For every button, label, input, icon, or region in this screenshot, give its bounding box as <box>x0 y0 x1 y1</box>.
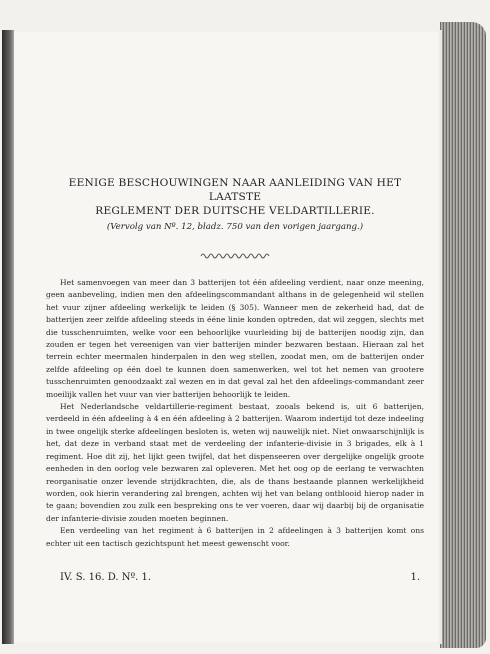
paragraph-1: Het samenvoegen van meer dan 3 batterijen tot één afdeeling verdient, naar onze meening, geen aanbeveling, indien men den afdeelingscommandant althans in de gelegenheid wil stellen het vuur zijner afdeeling werkelijk te leiden (§ 305). Wanneer men de zekerheid had, dat de batterijen zeer zelfde afdeeling steeds in ééne linie konden optreden, dat wil zeggen, slechts met die tusschenruimten, welke voor een behoorlijke vuurleiding bij de batterijen noodig zijn, dan zouden er tegen het vereenigen van vier batterijen minder bezwaren bestaan. Hieraan zal het terrein echter meermalen hinderpalen in den weg stellen, zoodat men, om de batterijen onder zelfde afdeeling op één doel te kunnen doen samenwerken, wel tot het nemen van grootere tusschenruimten genoodzaakt zal wezen en in dat geval zal het den afdeelings-commandant zeer moeilijk vallen het vuur van vier batterijen behoorlijk te leiden. <box>46 278 424 399</box>
title-line-1: EENIGE BESCHOUWINGEN NAAR AANLEIDING VAN HET LAATSTE <box>68 177 402 203</box>
paragraph-2: Het Nederlandsche veldartillerie-regiment bestaat, zooals bekend is, uit 6 batterijen, verdeeld in één afdeeling à 4 en één afdeeling à 2 batterijen. Waarom indertijd tot deze indeeling in twee ongelijk sterke afdeelingen besloten is, weten wij nauwelijk niet. Niet onwaarschijnlijk is het, dat deze in verband staat met de verdeeling der infanterie-divisie in 3 brigades, elk à 1 regiment. Hoe dit zij, het lijkt geen twijfel, dat het dispenseeren over dergelijke ongelijk groote eenheden in den oorlog vele bezwaren zal opleveren. Met het oog op de eerlang te verwachten reorganisatie onzer levende strijdkrachten, die, als de thans bestaande plannen werkelijkheid worden, ook hierin verandering zal brengen, achten wij het van belang ontblooid hierop nader in te gaan; bovendien zou zulk een bespreking ons te ver voeren, daar wij daarbij bij de organisatie der infanterie-divisie zouden moeten beginnen. <box>46 402 424 523</box>
signature-mark: IV. S. 16. D. Nº. 1. <box>60 572 152 583</box>
ornament-divider-icon <box>199 251 271 261</box>
article-title <box>46 176 424 218</box>
article-subtitle: (Vervolg van Nº. 12, bladz. 750 van den vorigen jaargang.) <box>106 222 364 232</box>
page-edges <box>440 22 486 648</box>
paragraph-3: Een verdeeling van het regiment à 6 batterijen in 2 afdeelingen à 3 batterijen komt ons echter uit een tactisch gezichtspunt het meest gewenscht voor. <box>46 526 424 548</box>
article-body <box>46 277 424 550</box>
page-number: 1. <box>410 572 420 583</box>
article <box>46 176 424 550</box>
title-line-2: REGLEMENT DER DUITSCHE VELDARTILLERIE. <box>95 205 375 217</box>
